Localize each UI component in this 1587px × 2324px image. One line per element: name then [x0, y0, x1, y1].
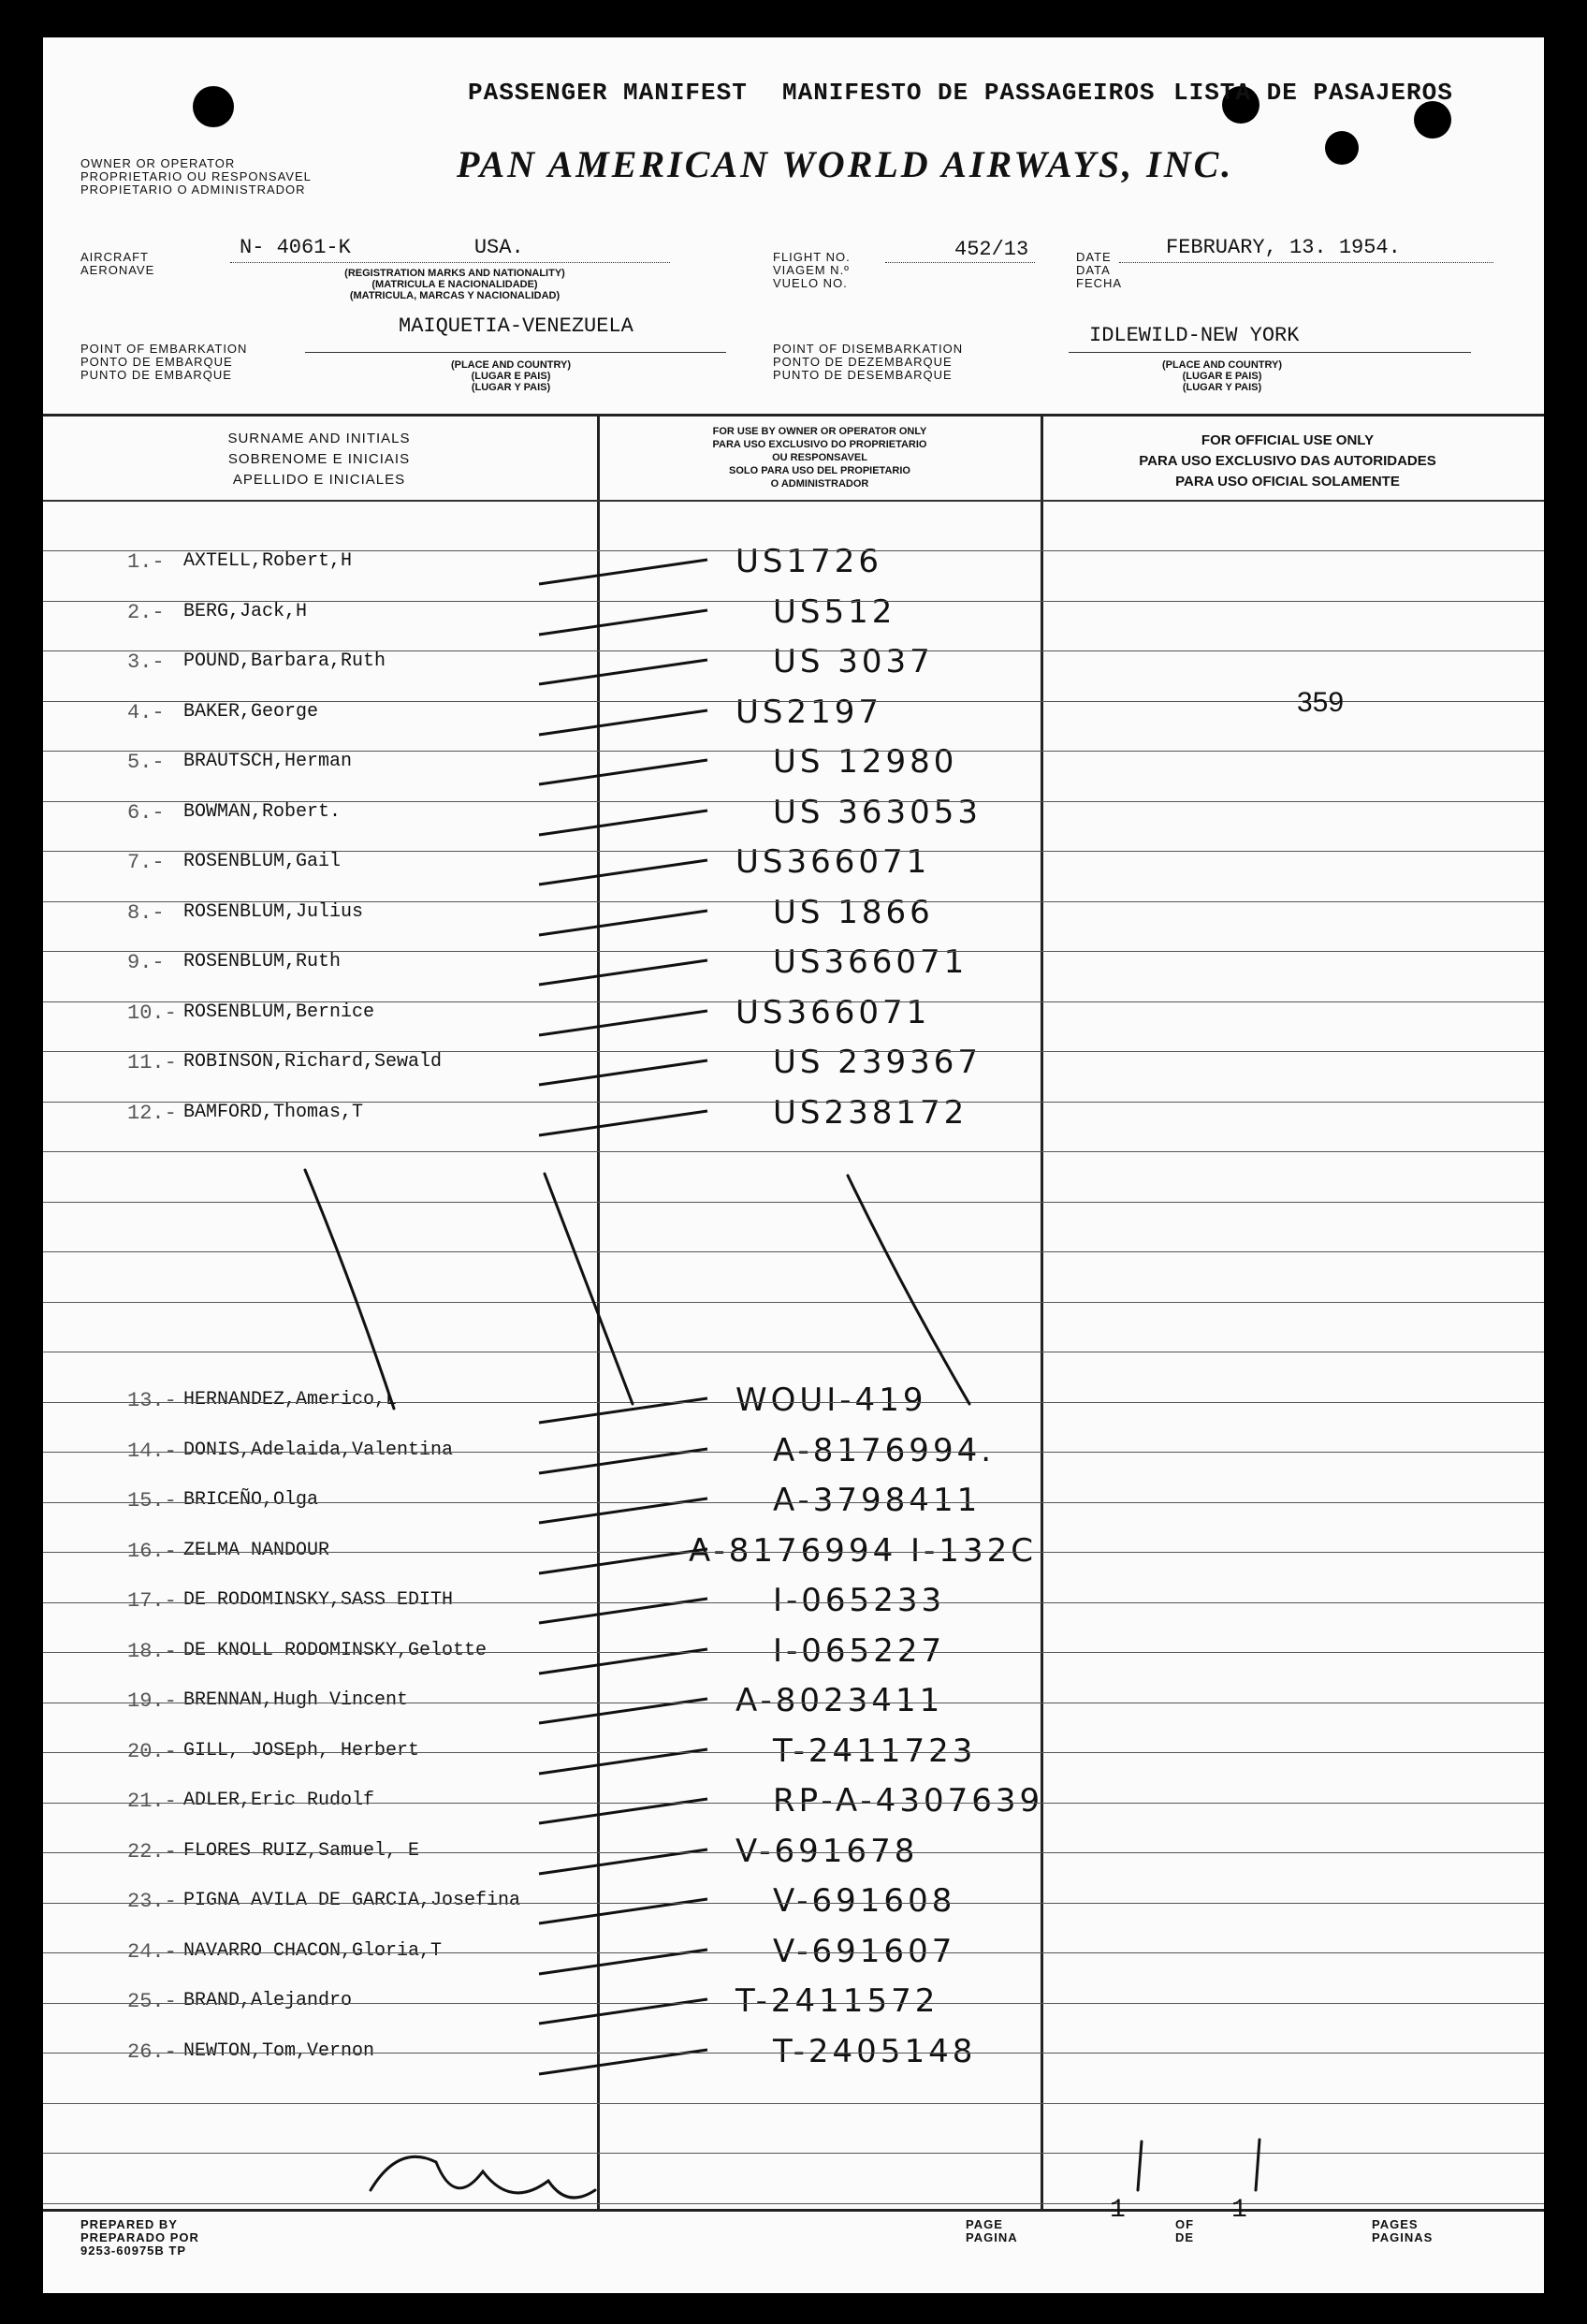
passenger-number: 17.-: [127, 1589, 177, 1613]
passenger-name: ZELMA NANDOUR: [183, 1539, 330, 1561]
registration-note: (REGISTRATION MARKS AND NATIONALITY) (MATRICULA E NACIONALIDADE) (MATRICULA, MARCAS Y NACIONALIDAD): [344, 268, 565, 301]
passenger-document-number: US 239367: [773, 1044, 983, 1081]
passenger-number: 7.-: [127, 851, 165, 874]
owner-use-column-header: FOR USE BY OWNER OR OPERATOR ONLY PARA USO EXCLUSIVO DO PROPRIETARIO OU RESPONSAVEL SOLO PARA USO DEL PROPIETARIO O ADMINISTRADOR: [712, 426, 927, 490]
passenger-number: 21.-: [127, 1790, 177, 1813]
official-note: 359: [1297, 687, 1345, 718]
passenger-document-number: A-8023411: [735, 1682, 944, 1719]
date-label: DATE DATA FECHA: [1076, 250, 1123, 290]
passenger-document-number: US 363053: [773, 793, 983, 831]
page-value: 1: [1110, 2196, 1126, 2225]
passenger-name: NAVARRO CHACON,Gloria,T: [183, 1939, 443, 1962]
passenger-number: 22.-: [127, 1839, 177, 1864]
pages-label: PAGES PAGINAS: [1372, 2217, 1434, 2244]
passenger-document-number: RP-A-4307639: [773, 1782, 1044, 1820]
names-column-header: SURNAME AND INITIALS SOBRENOME E INICIAIS APELLIDO E INICIALES: [227, 431, 411, 488]
passenger-document-number: I-065227: [773, 1631, 946, 1670]
of-label: OF DE: [1175, 2217, 1195, 2244]
passenger-name: BAMFORD,Thomas,T: [183, 1101, 364, 1123]
passenger-document-number: US2197: [735, 693, 882, 731]
passenger-document-number: A-3798411: [773, 1482, 982, 1519]
passenger-name: NEWTON,Tom,Vernon: [183, 2039, 375, 2062]
date-value: FEBRUARY, 13. 1954.: [1166, 236, 1401, 259]
passenger-number: 4.-: [127, 700, 165, 724]
embark-value: MAIQUETIA-VENEZUELA: [399, 314, 633, 338]
passenger-number: 18.-: [127, 1639, 177, 1663]
owner-label: OWNER OR OPERATOR PROPRIETARIO OU RESPONSAVEL PROPIETARIO O ADMINISTRADOR: [80, 156, 312, 197]
passenger-name: DONIS,Adelaida,Valentina: [183, 1439, 454, 1461]
passenger-name: ROSENBLUM,Gail: [183, 851, 342, 872]
passenger-number: 3.-: [127, 650, 165, 674]
airline-name: PAN AMERICAN WORLD AIRWAYS, INC.: [457, 143, 1234, 185]
passenger-document-number: V-691607: [773, 1932, 956, 1970]
passenger-number: 12.-: [127, 1101, 177, 1125]
passenger-document-number: I-065233: [773, 1582, 946, 1619]
passenger-name: ROSENBLUM,Bernice: [183, 1001, 375, 1023]
pages-value: 1: [1231, 2196, 1247, 2225]
passenger-document-number: T-2405148: [773, 2032, 977, 2070]
prepared-label: PREPARED BY PREPARADO POR 9253-60975B TP: [80, 2217, 199, 2258]
passenger-number: 13.-: [127, 1389, 177, 1412]
passenger-number: 23.-: [127, 1890, 177, 1913]
passenger-document-number: US366071: [735, 993, 931, 1031]
passenger-number: 10.-: [127, 1001, 177, 1025]
passenger-document-number: US366071: [773, 943, 968, 981]
flight-value: 452/13: [954, 238, 1029, 261]
embark-place-note: (PLACE AND COUNTRY) (LUGAR E PAIS) (LUGAR Y PAIS): [450, 359, 572, 393]
passenger-number: 14.-: [127, 1439, 177, 1463]
passenger-number: 8.-: [127, 900, 165, 925]
passenger-document-number: A-8176994 I-132C: [689, 1531, 1037, 1570]
passenger-name: BRENNAN,Hugh Vincent: [183, 1689, 409, 1711]
passenger-number: 16.-: [127, 1539, 177, 1563]
disembark-label: POINT OF DISEMBARKATION PONTO DE DEZEMBARQUE PUNTO DE DESEMBARQUE: [773, 342, 964, 382]
page-label: PAGE PAGINA: [966, 2217, 1018, 2244]
passenger-name: BERG,Jack,H: [183, 600, 308, 622]
passenger-name: BAKER,George: [183, 700, 319, 723]
passenger-number: 19.-: [127, 1689, 177, 1713]
manifest-title-en: PASSENGER MANIFEST: [468, 79, 748, 107]
passenger-document-number: US1726: [735, 543, 882, 580]
passenger-number: 5.-: [127, 751, 165, 774]
passenger-name: ROSENBLUM,Julius: [183, 900, 364, 923]
passenger-number: 9.-: [127, 951, 165, 974]
passenger-document-number: T-2411723: [773, 1732, 977, 1770]
passenger-name: ROBINSON,Richard,Sewald: [183, 1051, 443, 1073]
aircraft-value: N- 4061-K USA.: [240, 236, 524, 259]
passenger-document-number: T-2411572: [735, 1982, 939, 2020]
passenger-number: 26.-: [127, 2039, 177, 2064]
official-use-column-header: FOR OFFICIAL USE ONLY PARA USO EXCLUSIVO DAS AUTORIDADES PARA USO OFICIAL SOLAMENTE: [1139, 432, 1436, 490]
aircraft-label: AIRCRAFT AERONAVE: [80, 250, 155, 277]
passenger-document-number: US 1866: [773, 893, 934, 931]
passenger-document-number: US512: [773, 592, 896, 631]
passenger-number: 24.-: [127, 1939, 177, 1964]
passenger-name: POUND,Barbara,Ruth: [183, 650, 386, 672]
passenger-number: 1.-: [127, 550, 165, 574]
disembark-value: IDLEWILD-NEW YORK: [1089, 324, 1300, 347]
passenger-number: 25.-: [127, 1990, 177, 2013]
handwritten-marks: [43, 37, 1544, 2293]
manifest-title-pt: MANIFESTO DE PASSAGEIROS: [782, 79, 1156, 107]
passenger-number: 15.-: [127, 1489, 177, 1513]
passenger-name: DE RODOMINSKY,SASS EDITH: [183, 1589, 454, 1611]
passenger-document-number: WOUI-419: [735, 1381, 927, 1419]
passenger-number: 2.-: [127, 600, 165, 624]
passenger-name: DE KNOLL RODOMINSKY,Gelotte: [183, 1639, 488, 1661]
disembark-place-note: (PLACE AND COUNTRY) (LUGAR E PAIS) (LUGAR Y PAIS): [1161, 359, 1283, 393]
passenger-document-number: US 12980: [773, 743, 958, 781]
passenger-name: BRAND,Alejandro: [183, 1990, 353, 2011]
passenger-name: BRAUTSCH,Herman: [183, 751, 353, 772]
passenger-document-number: US366071: [735, 843, 931, 881]
table-bottom-rule: [43, 2209, 1544, 2212]
passenger-name: PIGNA AVILA DE GARCIA,Josefina: [183, 1890, 521, 1911]
passenger-document-number: US 3037: [773, 643, 934, 680]
passenger-name: BRICEÑO,Olga: [183, 1489, 319, 1511]
passenger-document-number: US238172: [773, 1093, 968, 1132]
passenger-document-number: V-691608: [773, 1882, 956, 1920]
passenger-document-number: A-8176994.: [773, 1431, 996, 1469]
passenger-number: 20.-: [127, 1739, 177, 1763]
embark-label: POINT OF EMBARKATION PONTO DE EMBARQUE PUNTO DE EMBARQUE: [80, 342, 248, 382]
passenger-name: FLORES RUIZ,Samuel, E: [183, 1839, 420, 1862]
passenger-name: GILL, JOSEph, Herbert: [183, 1739, 420, 1761]
passenger-number: 6.-: [127, 800, 165, 825]
passenger-name: ADLER,Eric Rudolf: [183, 1790, 375, 1811]
passenger-number: 11.-: [127, 1051, 177, 1074]
passenger-name: ROSENBLUM,Ruth: [183, 951, 342, 972]
passenger-name: HERNANDEZ,Americo,L: [183, 1389, 398, 1410]
passenger-name: BOWMAN,Robert.: [183, 800, 342, 823]
passenger-name: AXTELL,Robert,H: [183, 550, 353, 572]
flight-label: FLIGHT NO. VIAGEM N.º VUELO NO.: [773, 250, 851, 290]
manifest-title-es: LISTA DE PASAJEROS: [1173, 79, 1453, 107]
passenger-document-number: V-691678: [735, 1832, 919, 1870]
manifest-page: [43, 37, 1544, 2293]
